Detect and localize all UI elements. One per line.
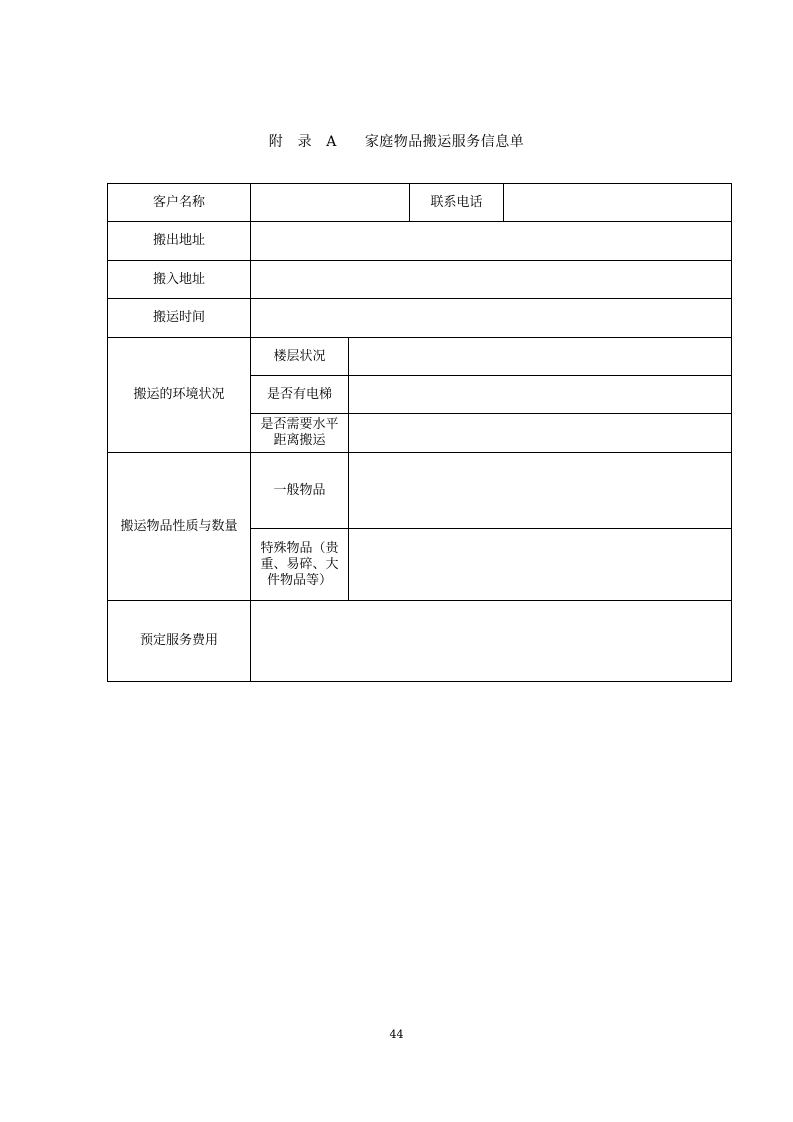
move-out-address-label: 搬出地址 bbox=[108, 222, 251, 261]
horizontal-carry-field[interactable] bbox=[349, 414, 732, 453]
horizontal-carry-label: 是否需要水平距离搬运 bbox=[251, 414, 349, 453]
elevator-field[interactable] bbox=[349, 376, 732, 414]
phone-label: 联系电话 bbox=[410, 184, 504, 222]
general-items-field[interactable] bbox=[349, 453, 732, 529]
service-fee-field[interactable] bbox=[251, 601, 732, 682]
customer-name-label: 客户名称 bbox=[108, 184, 251, 222]
special-items-label: 特殊物品（贵重、易碎、大件物品等） bbox=[251, 529, 349, 601]
elevator-label: 是否有电梯 bbox=[251, 376, 349, 414]
appendix-label: 附 录 bbox=[268, 134, 313, 150]
special-items-field[interactable] bbox=[349, 529, 732, 601]
move-out-address-field[interactable] bbox=[251, 222, 732, 261]
page-number: 44 bbox=[389, 1028, 404, 1041]
service-fee-label: 预定服务费用 bbox=[108, 601, 251, 682]
general-items-label: 一般物品 bbox=[251, 453, 349, 529]
page-title bbox=[0, 131, 793, 151]
move-in-address-label: 搬入地址 bbox=[108, 261, 251, 299]
environment-label: 搬运的环境状况 bbox=[108, 338, 251, 453]
appendix-letter: A bbox=[326, 134, 337, 150]
moving-info-form bbox=[107, 183, 732, 682]
move-time-label: 搬运时间 bbox=[108, 299, 251, 338]
form-title: 家庭物品搬运服务信息单 bbox=[364, 134, 525, 150]
floor-status-label: 楼层状况 bbox=[251, 338, 349, 376]
customer-name-field[interactable] bbox=[251, 184, 410, 222]
move-in-address-field[interactable] bbox=[251, 261, 732, 299]
move-time-field[interactable] bbox=[251, 299, 732, 338]
items-label: 搬运物品性质与数量 bbox=[108, 453, 251, 601]
phone-field[interactable] bbox=[504, 184, 732, 222]
floor-status-field[interactable] bbox=[349, 338, 732, 376]
